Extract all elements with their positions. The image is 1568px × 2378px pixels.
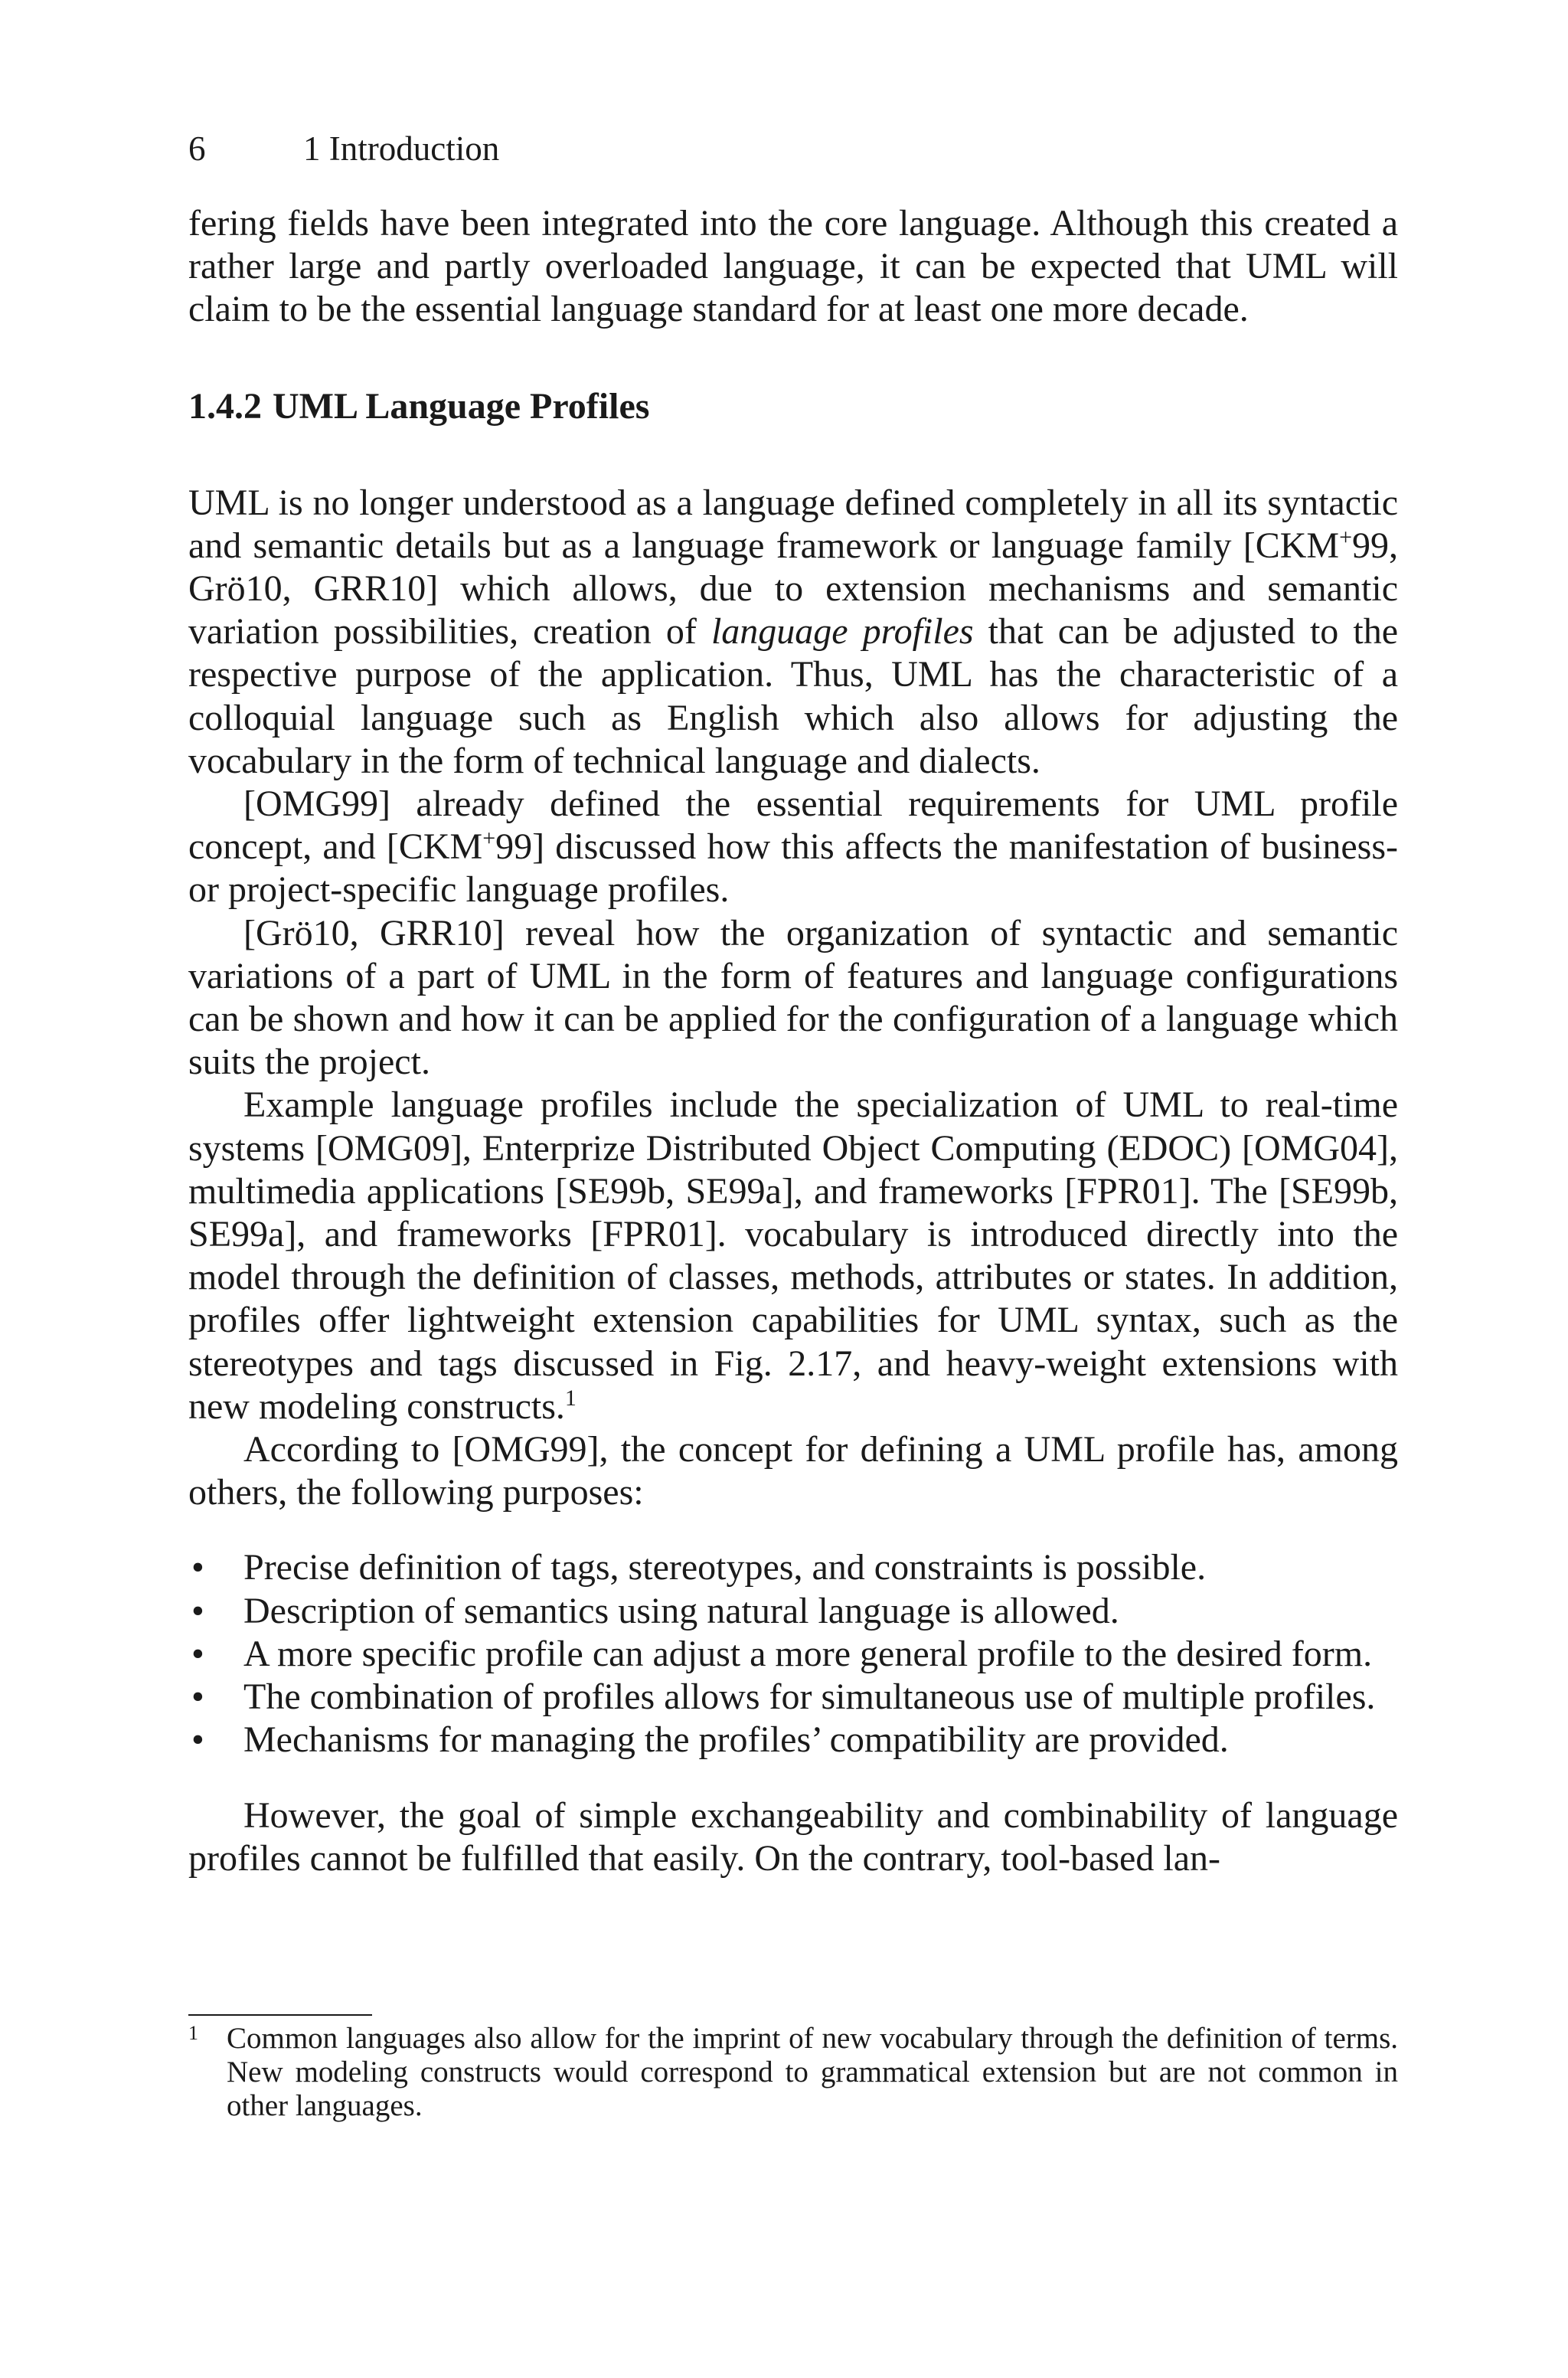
running-head [188, 127, 499, 170]
text-run: 99, Grö10, GRR10] which allows, due to extension mechanisms and semantic variation possibilities, creation of [188, 525, 1398, 653]
list-item-text: A more specific profile can adjust a more general profile to the desired form. [243, 1633, 1373, 1674]
list-item [188, 1633, 1398, 1676]
text-run: [OMG99] already defined the essential requirements for UML profile concept, and [CKM [188, 783, 1398, 868]
footnote-reference: 1 [564, 1385, 577, 1411]
list-item [188, 1546, 1398, 1589]
footnote [188, 2022, 1398, 2123]
section-title: UML Language Profiles [273, 385, 650, 427]
footnote-text: Common languages also allow for the imprint of new vocabulary through the definition of terms. New modeling constructs would correspond to grammatical extension but are not common in other languages. [227, 2022, 1398, 2122]
paragraph: According to [OMG99], the concept for defining a UML profile has, among others, the following purposes: [188, 1429, 1398, 1513]
purpose-list [188, 1546, 1398, 1761]
footnote-rule [188, 2014, 372, 2016]
list-item-text: Precise definition of tags, stereotypes, and constraints is possible. [243, 1547, 1207, 1588]
list-item [188, 1719, 1398, 1761]
list-item [188, 1676, 1398, 1719]
emphasis-term: language profiles [710, 611, 974, 653]
footnote-mark: 1 [188, 2022, 198, 2044]
list-item-text: The combination of profiles allows for simultaneous use of multiple profiles. [243, 1676, 1376, 1718]
paragraph-continued: fering fields have been integrated into the core language. Although this created a rather large and partly overloaded language, it can be expected that UML will claim to be the essential language standard for at least one more decade. [188, 203, 1398, 330]
superscript: + [1339, 524, 1352, 550]
superscript: + [482, 826, 496, 852]
bullet-icon: • [191, 1676, 204, 1718]
paragraph [188, 1084, 1398, 1428]
list-item [188, 1590, 1398, 1633]
text-run: UML is no longer understood as a language defined completely in all its syntactic and semantic details but as a language framework or language family [CKM [188, 482, 1398, 566]
page-number: 6 [188, 129, 206, 168]
text-run: Example language profiles include the specialization of UML to real-time systems [OMG09], Enterprize Distributed Object Computing (EDOC) [OMG04], multimedia applications [SE99b, SE99a], and frameworks [FPR01]. The [SE99b, SE99a], and frameworks [FPR01]. vocabulary is introduced directly into the model through the definition of classes, methods, attributes or states. In addition, profiles offer lightweight extension capabilities for UML syntax, such as the stereotypes and tags discussed in Fig. 2.17, and heavy-weight extensions with new modeling constructs. [188, 1084, 1398, 1427]
section-number: 1.4.2 [188, 385, 262, 427]
text-run: 99] discussed how this affects the manifestation of business- or project-specific language profiles. [188, 826, 1399, 911]
list-item-text: Mechanisms for managing the profiles’ compatibility are provided. [243, 1719, 1229, 1761]
body-text [188, 202, 1398, 1880]
bullet-icon: • [191, 1547, 204, 1588]
paragraph [188, 482, 1398, 783]
bullet-icon: • [191, 1719, 204, 1761]
paragraph [188, 783, 1398, 912]
bullet-icon: • [191, 1633, 204, 1674]
text-run: that can be adjusted to the respective purpose of the application. Thus, UML has the characteristic of a colloquial language such as English which also allows for adjusting the vocabulary in the form of technical language and dialects. [188, 611, 1399, 781]
chapter-title: 1 Introduction [303, 129, 500, 168]
list-item-text: Description of semantics using natural language is allowed. [243, 1590, 1119, 1631]
bullet-icon: • [191, 1590, 204, 1631]
section-heading [188, 385, 1398, 428]
paragraph: However, the goal of simple exchangeability and combinability of language profiles cannot be fulfilled that easily. On the contrary, tool-based lan- [188, 1794, 1398, 1879]
paragraph: [Grö10, GRR10] reveal how the organization of syntactic and semantic variations of a part of UML in the form of features and language configurations can be shown and how it can be applied for the configuration of a language which suits the project. [188, 912, 1398, 1083]
